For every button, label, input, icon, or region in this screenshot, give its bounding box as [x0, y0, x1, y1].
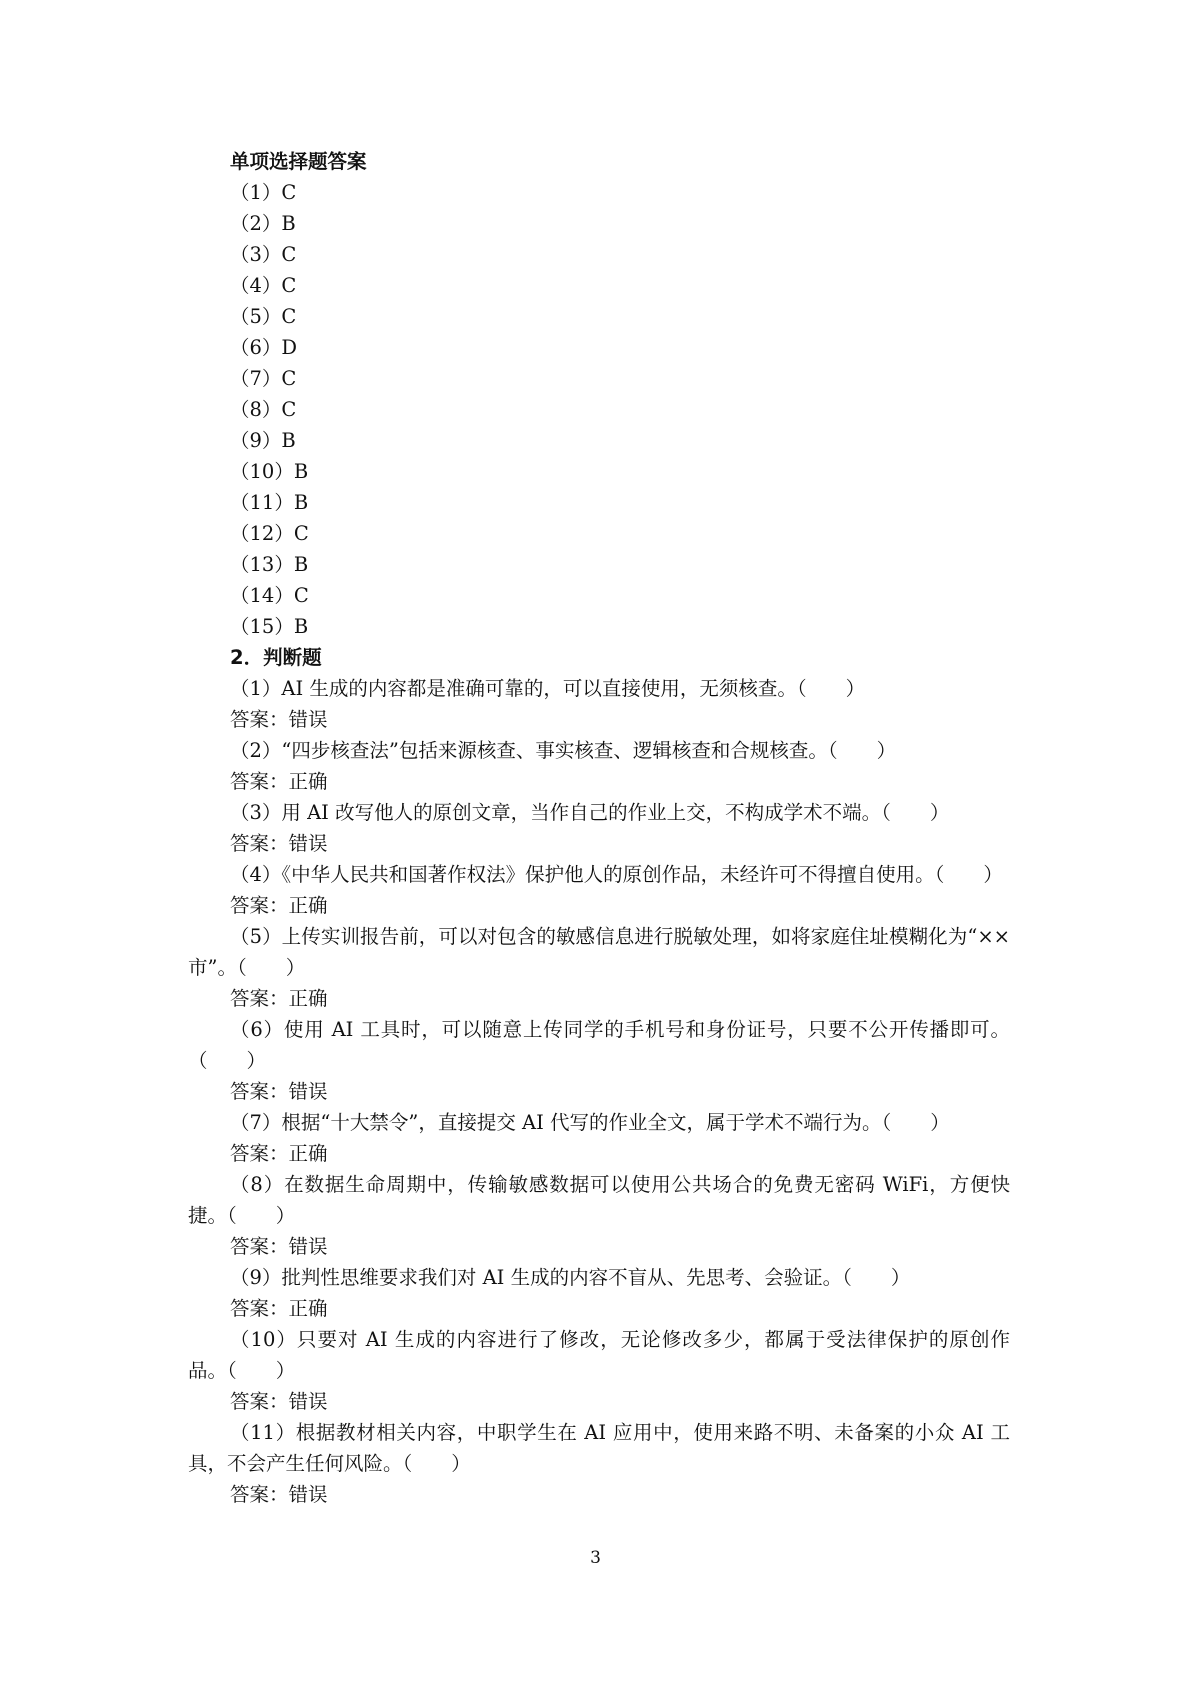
mcq-answer: （15）B	[230, 615, 309, 638]
mcq-answer: （2）B	[230, 212, 296, 235]
mcq-answer: （5）C	[230, 305, 297, 328]
tf-question: （11）根据教材相关内容，中职学生在 AI 应用中，使用来路不明、未备案的小众 AI 工具，不会产生任何风险。（ ）	[188, 1421, 1010, 1475]
tf-answer: 答案：正确	[230, 1297, 328, 1320]
tf-question: （6）使用 AI 工具时，可以随意上传同学的手机号和身份证号，只要不公开传播即可。（ ）	[188, 1018, 1010, 1072]
tf-answer: 答案：错误	[230, 832, 328, 855]
tf-answer: 答案：正确	[230, 770, 328, 793]
mcq-answer: （7）C	[230, 367, 297, 390]
tf-answer: 答案：错误	[230, 1080, 328, 1103]
page-number: 3	[590, 1548, 601, 1568]
tf-answer: 答案：错误	[230, 1235, 328, 1258]
tf-answer: 答案：正确	[230, 1142, 328, 1165]
mcq-answer: （10）B	[230, 460, 309, 483]
mcq-answer: （12）C	[230, 522, 309, 545]
tf-answer: 答案：错误	[230, 1390, 328, 1413]
tf-answer: 答案：错误	[230, 1483, 328, 1506]
tf-answer: 答案：错误	[230, 708, 328, 731]
mcq-answer: （14）C	[230, 584, 309, 607]
mcq-answer: （11）B	[230, 491, 309, 514]
mcq-answer: （8）C	[230, 398, 297, 421]
tf-heading: 2．判断题	[230, 646, 322, 669]
mcq-answer: （13）B	[230, 553, 309, 576]
mcq-heading: 单项选择题答案	[230, 150, 367, 173]
tf-question: （4）《中华人民共和国著作权法》保护他人的原创作品，未经许可不得擅自使用。（ ）	[230, 863, 1003, 886]
tf-question: （1）AI 生成的内容都是准确可靠的，可以直接使用，无须核查。（ ）	[230, 677, 866, 700]
tf-question: （3）用 AI 改写他人的原创文章，当作自己的作业上交，不构成学术不端。（ ）	[230, 801, 950, 824]
mcq-answer: （3）C	[230, 243, 297, 266]
tf-answer: 答案：正确	[230, 894, 328, 917]
tf-question: （10）只要对 AI 生成的内容进行了修改，无论修改多少，都属于受法律保护的原创作品。（ ）	[188, 1328, 1010, 1382]
page-content	[188, 146, 1010, 1510]
tf-answer: 答案：正确	[230, 987, 328, 1010]
tf-question: （5）上传实训报告前，可以对包含的敏感信息进行脱敏处理，如将家庭住址模糊化为“××市”。（ ）	[188, 925, 1010, 979]
tf-question-list	[188, 673, 1010, 1510]
tf-question: （2）“四步核查法”包括来源核查、事实核查、逻辑核查和合规核查。（ ）	[230, 739, 897, 762]
tf-question: （8）在数据生命周期中，传输敏感数据可以使用公共场合的免费无密码 WiFi，方便快捷。（ ）	[188, 1173, 1010, 1227]
mcq-answer-list	[188, 177, 1010, 642]
tf-question: （9）批判性思维要求我们对 AI 生成的内容不盲从、先思考、会验证。（ ）	[230, 1266, 911, 1289]
mcq-answer: （9）B	[230, 429, 296, 452]
mcq-answer: （6）D	[230, 336, 298, 359]
tf-question: （7）根据“十大禁令”，直接提交 AI 代写的作业全文，属于学术不端行为。（ ）	[230, 1111, 950, 1134]
mcq-answer: （4）C	[230, 274, 297, 297]
mcq-answer: （1）C	[230, 181, 297, 204]
